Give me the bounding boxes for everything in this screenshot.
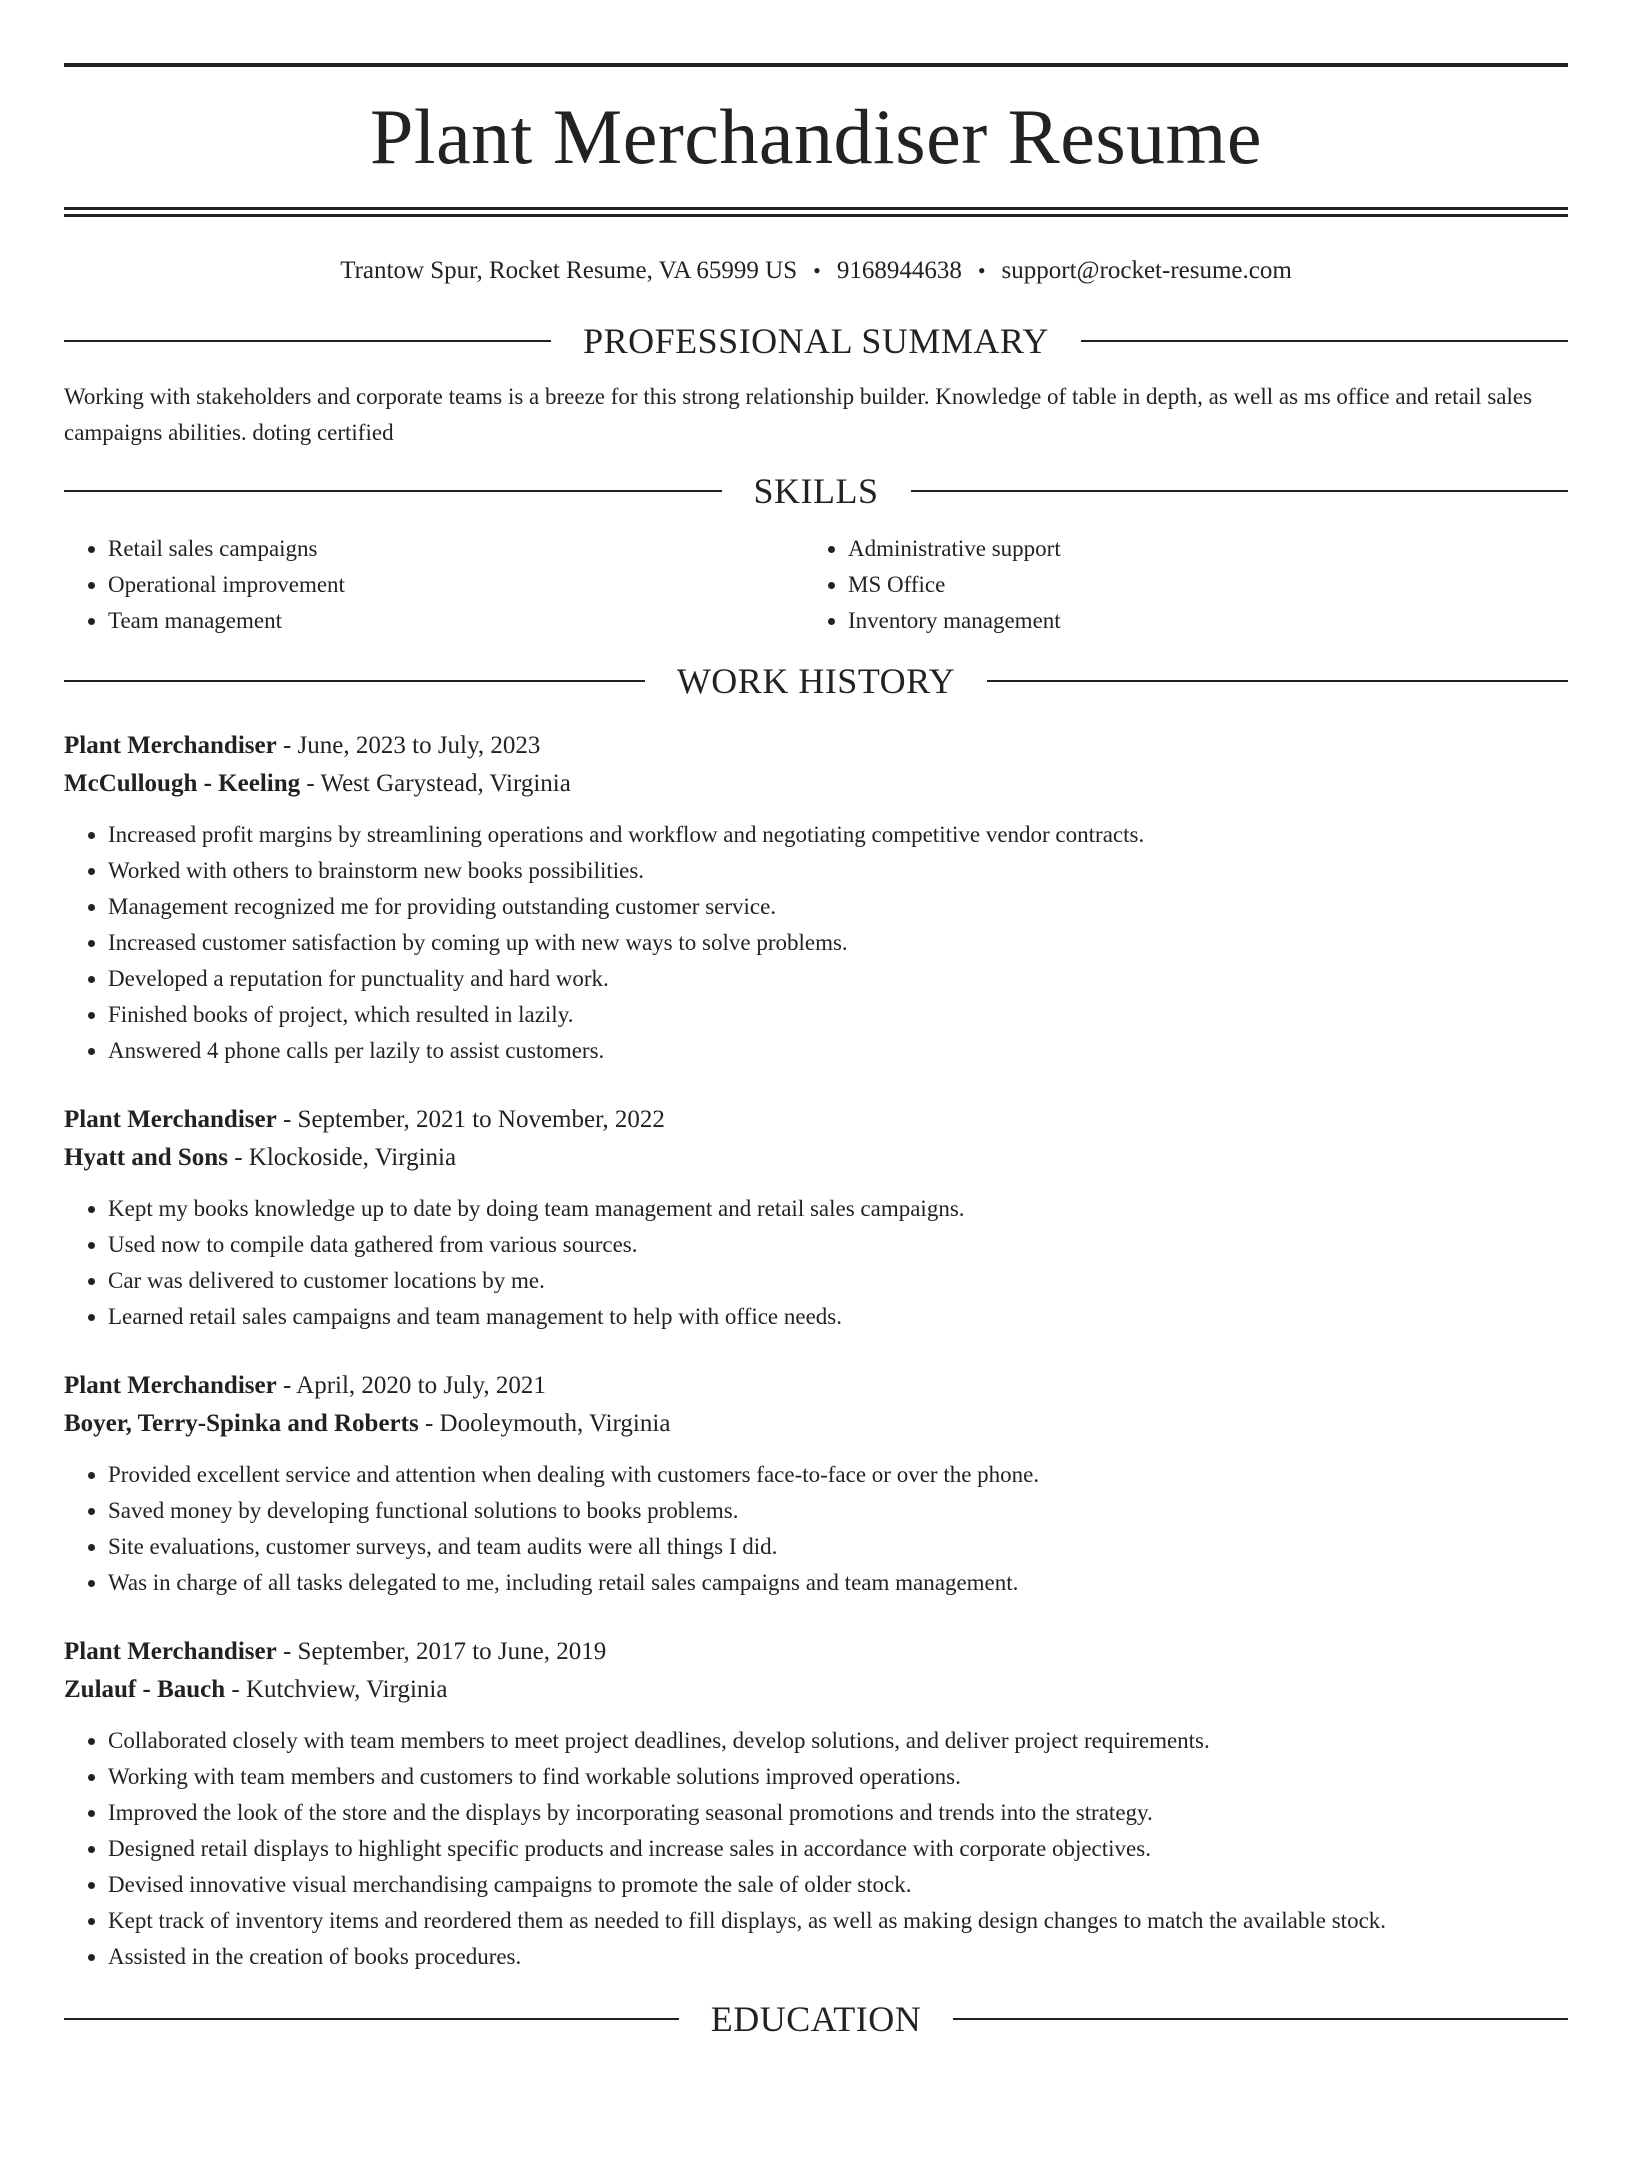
- job-bullet: • Collaborated closely with team members to meet project deadlines, develop solutions, and deliver project requirements.: [108, 1723, 1568, 1759]
- job-bullet: • Learned retail sales campaigns and team management to help with office needs.: [108, 1299, 1568, 1335]
- contact-separator: •: [977, 258, 986, 283]
- section-rule: [64, 340, 551, 342]
- job-bullet: • Provided excellent service and attention when dealing with customers face-to-face or over the phone.: [108, 1457, 1568, 1493]
- job-bullet: • Worked with others to brainstorm new books possibilities.: [108, 853, 1568, 889]
- section-header-education: [64, 1991, 1568, 2047]
- job-bullet: • Car was delivered to customer locations by me.: [108, 1263, 1568, 1299]
- job-bullet: • Was in charge of all tasks delegated to me, including retail sales campaigns and team management.: [108, 1565, 1568, 1601]
- resume-page: [0, 63, 1632, 2175]
- job-bullets: [64, 1457, 1568, 1601]
- title-double-rule: [64, 207, 1568, 217]
- job-bullet: • Increased customer satisfaction by coming up with new ways to solve problems.: [108, 925, 1568, 961]
- section-title-summary: PROFESSIONAL SUMMARY: [583, 321, 1049, 361]
- skill-item: • Team management: [108, 603, 816, 639]
- job-bullet: • Devised innovative visual merchandising campaigns to promote the sale of older stock.: [108, 1867, 1568, 1903]
- job-title: Plant Merchandiser: [64, 732, 277, 759]
- job-bullet: • Management recognized me for providing outstanding customer service.: [108, 889, 1568, 925]
- section-title-work: WORK HISTORY: [676, 661, 956, 701]
- contact-email: support@rocket-resume.com: [1001, 257, 1292, 284]
- job-bullet: • Used now to compile data gathered from various sources.: [108, 1227, 1568, 1263]
- job-entry: [64, 727, 1568, 1069]
- job-entry: [64, 1367, 1568, 1601]
- section-header-summary: [64, 313, 1568, 369]
- job-location: - Kutchview, Virginia: [225, 1676, 448, 1703]
- skills-column-left: [64, 531, 816, 639]
- summary-text: Working with stakeholders and corporate teams is a breeze for this strong relationship builder. Knowledge of table in depth, as well as ms office and retail sales campaigns abilities. doting certified: [64, 384, 1533, 445]
- section-header-work: [64, 653, 1568, 709]
- job-bullet: • Site evaluations, customer surveys, and team audits were all things I did.: [108, 1529, 1568, 1565]
- section-rule: [64, 490, 722, 492]
- job-title: Plant Merchandiser: [64, 1106, 277, 1133]
- skill-item: • Administrative support: [848, 531, 1568, 567]
- job-title: Plant Merchandiser: [64, 1372, 277, 1399]
- skills-list: [64, 531, 1568, 639]
- contact-line: [64, 253, 1568, 289]
- job-company-line: [64, 1405, 1568, 1443]
- job-bullet: • Working with team members and customers to find workable solutions improved operations.: [108, 1759, 1568, 1795]
- job-bullet: • Answered 4 phone calls per lazily to assist customers.: [108, 1033, 1568, 1069]
- contact-separator: •: [813, 258, 821, 283]
- job-company-line: [64, 1671, 1568, 1709]
- job-bullets: [64, 1723, 1568, 1975]
- section-header-skills: [64, 463, 1568, 519]
- job-dates: - September, 2017 to June, 2019: [276, 1638, 607, 1665]
- skills-column-right: [816, 531, 1568, 639]
- job-company: Zulauf - Bauch: [64, 1676, 226, 1703]
- skill-item: • Inventory management: [848, 603, 1568, 639]
- job-bullet: • Improved the look of the store and the displays by incorporating seasonal promotions and trends into the strategy.: [108, 1795, 1568, 1831]
- contact-phone: 9168944638: [836, 257, 962, 284]
- job-title-line: [64, 1633, 1568, 1671]
- section-rule: [64, 680, 645, 682]
- job-title: Plant Merchandiser: [64, 1638, 277, 1665]
- job-title-line: [64, 1367, 1568, 1405]
- job-bullets: [64, 1191, 1568, 1335]
- section-rule: [953, 2018, 1568, 2020]
- job-dates: - September, 2021 to November, 2022: [276, 1106, 665, 1133]
- job-location: - Dooleymouth, Virginia: [418, 1410, 671, 1437]
- job-location: - West Garystead, Virginia: [300, 770, 571, 797]
- job-company: Boyer, Terry-Spinka and Roberts: [64, 1410, 419, 1437]
- job-location: - Klockoside, Virginia: [227, 1144, 457, 1171]
- skill-item: • Operational improvement: [108, 567, 816, 603]
- job-dates: - April, 2020 to July, 2021: [276, 1372, 546, 1399]
- job-bullet: • Finished books of project, which resulted in lazily.: [108, 997, 1568, 1033]
- section-rule: [64, 2018, 679, 2020]
- job-entry: [64, 1633, 1568, 1975]
- section-rule: [987, 680, 1568, 682]
- job-bullet: • Saved money by developing functional solutions to books problems.: [108, 1493, 1568, 1529]
- job-bullet: • Kept my books knowledge up to date by doing team management and retail sales campaigns.: [108, 1191, 1568, 1227]
- job-title-line: [64, 1101, 1568, 1139]
- job-company-line: [64, 765, 1568, 803]
- job-bullet: • Kept track of inventory items and reordered them as needed to fill displays, as well as making design changes to match the available stock.: [108, 1903, 1568, 1939]
- job-bullets: [64, 817, 1568, 1069]
- section-rule: [911, 490, 1569, 492]
- job-company: Hyatt and Sons: [64, 1144, 228, 1171]
- job-dates: - June, 2023 to July, 2023: [276, 732, 541, 759]
- job-company: McCullough - Keeling: [64, 770, 301, 797]
- job-title-line: [64, 727, 1568, 765]
- job-bullet: • Assisted in the creation of books procedures.: [108, 1939, 1568, 1975]
- contact-address: Trantow Spur, Rocket Resume, VA 65999 US: [340, 257, 798, 284]
- job-company-line: [64, 1139, 1568, 1177]
- section-title-skills: SKILLS: [753, 471, 879, 511]
- job-bullet: • Designed retail displays to highlight specific products and increase sales in accordance with corporate objectives.: [108, 1831, 1568, 1867]
- job-bullet: • Increased profit margins by streamlining operations and workflow and negotiating competitive vendor contracts.: [108, 817, 1568, 853]
- section-title-education: EDUCATION: [710, 1999, 922, 2039]
- section-rule: [1081, 340, 1568, 342]
- page-title: Plant Merchandiser Resume: [370, 93, 1262, 180]
- skill-item: • MS Office: [848, 567, 1568, 603]
- skill-item: • Retail sales campaigns: [108, 531, 816, 567]
- job-entry: [64, 1101, 1568, 1335]
- job-bullet: • Developed a reputation for punctuality and hard work.: [108, 961, 1568, 997]
